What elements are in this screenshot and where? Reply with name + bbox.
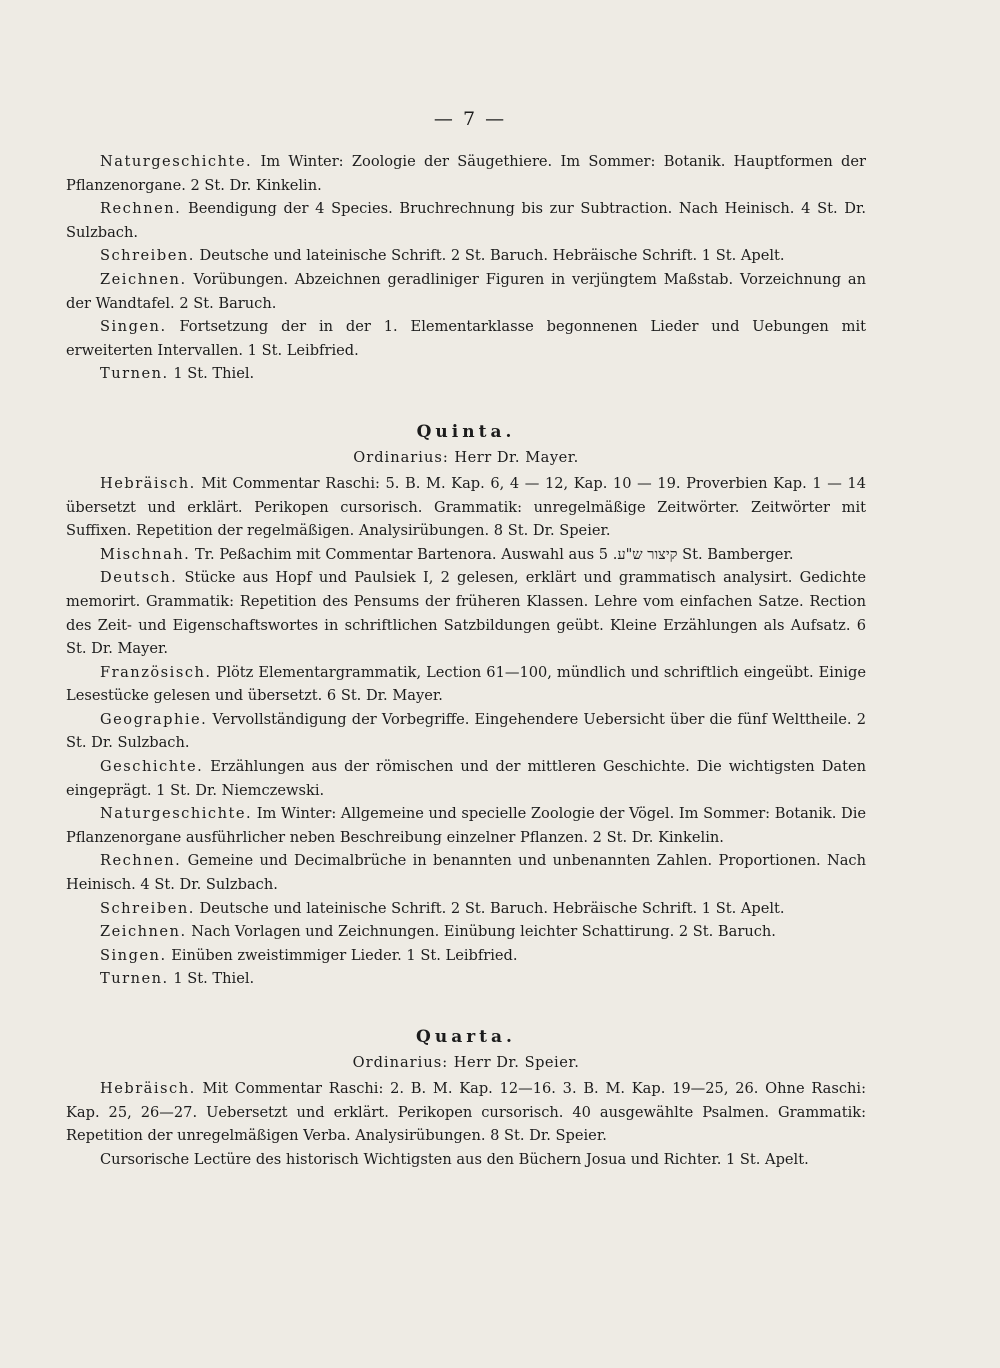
entry-subject: Naturgeschichte.	[100, 805, 253, 823]
entry-text: Tr. Peßachim mit Commentar Bartenora. Auswahl aus קיצור ש"ע. 5 St. Bamberger.	[194, 545, 794, 563]
entry-naturgeschichte	[66, 150, 866, 197]
entry-text: 1 St. Thiel.	[173, 365, 255, 383]
entry-text: Beendigung der 4 Species. Bruchrechnung bis zur Subtraction. Nach Heinisch. 4 St. Dr. Sulzbach.	[66, 200, 866, 241]
entry-text: Mit Commentar Raschi: 2. B. M. Kap. 12—16. 3. B. M. Kap. 19—25, 26. Ohne Raschi: Kap. 25, 26—27. Uebersetzt und erklärt. Perikopen cursorisch. 40 ausgewählte Psalmen. Grammatik: Repetition der unregelmäßigen Verba. Analysirübungen. 8 St. Dr. Speier.	[66, 1080, 866, 1145]
entry-subject: Hebräisch.	[100, 1080, 196, 1097]
entry-text: 1 St. Thiel.	[173, 970, 255, 988]
entry-text: Gemeine und Decimalbrüche in benannten und unbenannten Zahlen. Proportionen. Nach Heinisch. 4 St. Dr. Sulzbach.	[66, 852, 866, 894]
entry-cursorische-lectuere	[66, 1148, 866, 1172]
entry-subject: Turnen.	[100, 365, 169, 383]
entry-singen	[66, 944, 866, 968]
entry-text: Im Winter: Allgemeine und specielle Zoologie der Vögel. Im Sommer: Botanik. Die Pflanzenorgane ausführlicher neben Beschreibung einzelner Pflanzen. 2 St. Dr. Kinkelin.	[66, 805, 867, 846]
entry-singen	[66, 315, 866, 362]
entry-hebraeisch	[66, 1077, 866, 1148]
entry-subject: Geographie.	[100, 710, 208, 728]
entry-subject: Schreiben.	[100, 247, 195, 265]
section-quinta	[66, 386, 866, 991]
entry-text: Einüben zweistimmiger Lieder. 1 St. Leibfried.	[171, 946, 518, 964]
entry-rechnen	[66, 849, 866, 896]
entry-subject: Rechnen.	[100, 852, 182, 870]
entry-text: Deutsche und lateinische Schrift. 2 St. Baruch. Hebräische Schrift. 1 St. Apelt.	[199, 899, 785, 917]
entry-text: Im Winter: Zoologie der Säugethiere. Im Sommer: Botanik. Hauptformen der Pflanzenorgane. 2 St. Dr. Kinkelin.	[66, 153, 867, 194]
ordinarius-label: Ordinarius:	[353, 448, 449, 466]
ordinarius-name: Herr Dr. Speier.	[453, 1054, 580, 1071]
entry-turnen	[66, 967, 866, 991]
entry-schreiben	[66, 244, 866, 268]
entry-subject: Deutsch.	[100, 569, 178, 587]
entry-subject: Singen.	[100, 946, 167, 964]
ordinarius-label: Ordinarius:	[352, 1054, 449, 1071]
entry-text: Mit Commentar Raschi: 5. B. M. Kap. 6, 4 — 12, Kap. 10 — 19. Proverbien Kap. 1 — 14 übersetzt und erklärt. Perikopen cursorisch. Grammatik: unregelmäßige Zeitwörter. Zeitwörter mit Suffixen. Repetition der regelmäßigen. Analysirübungen. 8 St. Dr. Speier.	[66, 474, 867, 540]
entry-text: Cursorische Lectüre des historisch Wichtigsten aus den Büchern Josua und Richter. 1 St. Apelt.	[100, 1150, 809, 1168]
entry-hebraeisch	[66, 472, 866, 543]
section-heading-quinta: Quinta.	[416, 421, 516, 442]
entry-text: Erzählungen aus der römischen und der mittleren Geschichte. Die wichtigsten Daten eingeprägt. 1 St. Dr. Niemczewski.	[66, 758, 866, 799]
section-quarta	[66, 991, 866, 1171]
entry-subject: Geschichte.	[100, 758, 204, 776]
entry-geschichte	[66, 755, 866, 802]
entry-text: Plötz Elementargrammatik, Lection 61—100, mündlich und schriftlich eingeübt. Einige Lesestücke gelesen und übersetzt. 6 St. Dr. Mayer.	[66, 663, 867, 705]
entry-subject: Naturgeschichte.	[100, 153, 253, 170]
entry-text: Vervollständigung der Vorbegriffe. Eingehendere Uebersicht über die fünf Welttheile. 2 St. Dr. Sulzbach.	[66, 710, 867, 752]
entry-text: Deutsche und lateinische Schrift. 2 St. Baruch. Hebräische Schrift. 1 St. Apelt.	[199, 247, 785, 265]
entry-naturgeschichte	[66, 802, 866, 849]
page-number: — 7 —	[433, 108, 507, 130]
ordinarius-line	[66, 444, 866, 472]
entry-subject: Mischnah.	[100, 545, 191, 563]
entry-subject: Zeichnen.	[100, 923, 187, 941]
entry-subject: Schreiben.	[100, 899, 195, 917]
entry-text: Fortsetzung der in der 1. Elementarklasse begonnenen Lieder und Uebungen mit erweiterten Intervallen. 1 St. Leibfried.	[66, 318, 867, 359]
entry-turnen	[66, 362, 866, 386]
entry-zeichnen	[66, 268, 866, 315]
entry-text: Stücke aus Hopf und Paulsiek I, 2 gelesen, erklärt und grammatisch analysirt. Gedichte memorirt. Grammatik: Repetition des Pensums der früheren Klassen. Lehre vom einfachen Satze. Rection des Zeit- und Eigenschaftswortes in schriftlichen Satzbildungen geübt. Kleine Erzählungen als Aufsatz. 6 St. Dr. Mayer.	[66, 569, 866, 658]
entry-subject: Singen.	[100, 318, 167, 336]
section-continued	[66, 150, 866, 386]
ordinarius-line	[66, 1049, 866, 1077]
ordinarius-name: Herr Dr. Mayer.	[454, 448, 579, 466]
entry-schreiben	[66, 897, 866, 921]
entry-text: Vorübungen. Abzeichnen geradliniger Figuren in verjüngtem Maßstab. Vorzeichnung an der Wandtafel. 2 St. Baruch.	[66, 270, 866, 312]
entry-subject: Zeichnen.	[100, 270, 187, 288]
entry-franzoesisch	[66, 661, 866, 708]
entry-geographie	[66, 708, 866, 755]
entry-zeichnen	[66, 920, 866, 944]
entry-rechnen	[66, 197, 866, 244]
entry-subject: Hebräisch.	[100, 474, 196, 492]
entry-subject: Turnen.	[100, 970, 169, 988]
entry-subject: Französisch.	[100, 663, 212, 681]
entry-deutsch	[66, 566, 866, 660]
section-heading-quarta: Quarta.	[416, 1027, 516, 1047]
entry-mischnah	[66, 543, 866, 567]
entry-subject: Rechnen.	[100, 200, 182, 218]
document-body	[66, 150, 866, 1171]
entry-text: Nach Vorlagen und Zeichnungen. Einübung leichter Schattirung. 2 St. Baruch.	[191, 923, 776, 941]
